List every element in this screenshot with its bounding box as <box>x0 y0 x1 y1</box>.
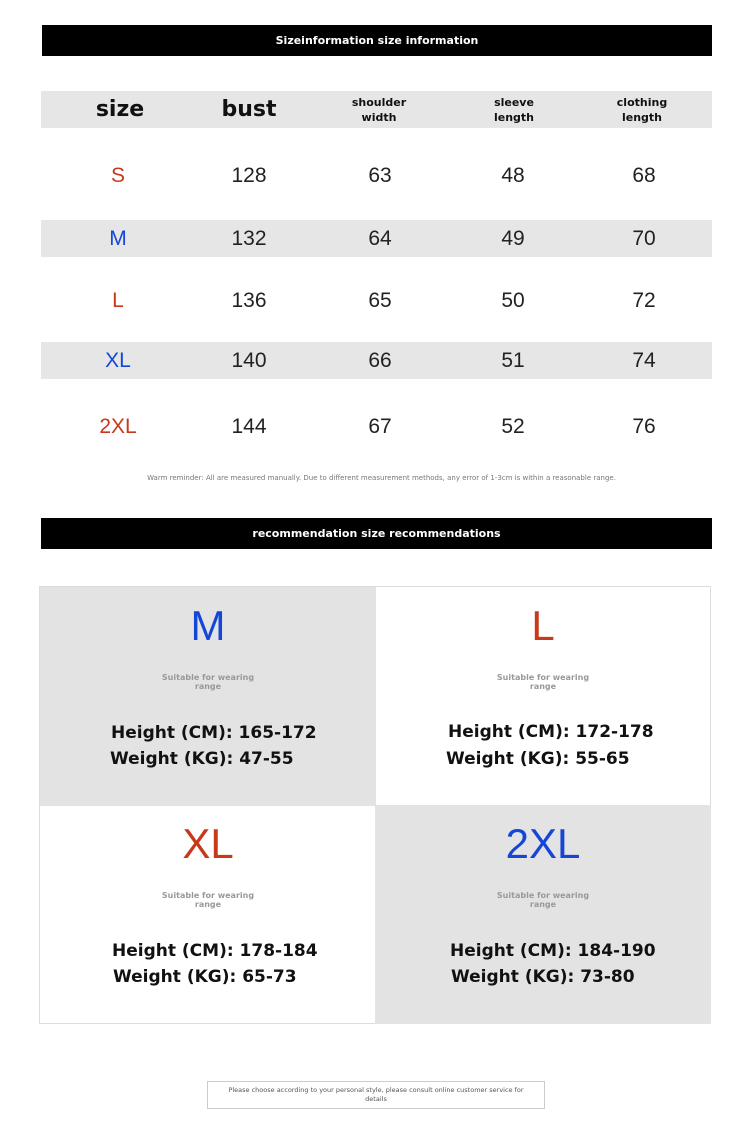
sleeve-value: 52 <box>501 414 525 438</box>
length-value: 76 <box>632 414 656 438</box>
wearing-range-label: Suitable for wearing range <box>496 673 590 691</box>
shoulder-value: 65 <box>368 288 392 312</box>
shoulder-value: 66 <box>368 348 392 372</box>
size-table-header <box>41 91 712 128</box>
sleeve-value: 51 <box>501 348 525 372</box>
bust-value: 136 <box>231 288 267 312</box>
height-range: Height (CM): 184-190 <box>450 941 656 961</box>
header-shoulder-width: shoulder width <box>351 95 407 124</box>
wearing-range-label: Suitable for wearing range <box>161 673 255 691</box>
weight-range: Weight (KG): 73-80 <box>451 967 635 987</box>
bust-value: 132 <box>231 226 267 250</box>
table-row <box>41 157 712 194</box>
sleeve-value: 50 <box>501 288 525 312</box>
length-value: 70 <box>632 226 656 250</box>
size-label: L <box>112 288 124 312</box>
bust-value: 140 <box>231 348 267 372</box>
card-size-label: L <box>531 602 555 649</box>
weight-range: Weight (KG): 65-73 <box>113 967 297 987</box>
size-label: 2XL <box>99 414 137 438</box>
table-row <box>41 342 712 379</box>
weight-range: Weight (KG): 55-65 <box>446 749 630 769</box>
bust-value: 128 <box>231 163 267 187</box>
table-row <box>41 220 712 257</box>
shoulder-value: 67 <box>368 414 392 438</box>
recommendation-card-m <box>40 587 376 806</box>
length-value: 72 <box>632 288 656 312</box>
recommendation-card-l <box>375 587 711 806</box>
header-bust: bust <box>221 97 277 122</box>
card-size-label: XL <box>182 820 234 867</box>
shoulder-value: 64 <box>368 226 392 250</box>
shoulder-value: 63 <box>368 163 392 187</box>
size-information-banner <box>42 25 712 56</box>
size-label: XL <box>105 348 131 372</box>
header-sleeve-length: sleeve length <box>493 95 535 124</box>
header-size: size <box>95 97 145 122</box>
wearing-range-label: Suitable for wearing range <box>161 891 255 909</box>
length-value: 68 <box>632 163 656 187</box>
length-value: 74 <box>632 348 656 372</box>
bust-value: 144 <box>231 414 267 438</box>
measurement-reminder: Warm reminder: All are measured manually. Due to different measurement methods, any error of 1-3cm is within a reasonable range. <box>147 474 616 482</box>
recommendation-grid <box>39 586 711 1024</box>
recommendation-banner <box>41 518 712 549</box>
size-label: M <box>109 226 127 250</box>
sleeve-value: 49 <box>501 226 525 250</box>
recommendation-card-2xl <box>375 805 711 1024</box>
height-range: Height (CM): 172-178 <box>448 722 654 742</box>
table-row <box>41 282 712 319</box>
table-row <box>41 408 712 445</box>
customer-service-note: Please choose according to your personal style, please consult online customer service for details <box>207 1081 545 1109</box>
recommendation-title: recommendation size recommendations <box>252 527 501 540</box>
header-clothing-length: clothing length <box>616 95 668 124</box>
card-size-label: 2XL <box>505 820 581 867</box>
height-range: Height (CM): 165-172 <box>111 723 317 743</box>
sleeve-value: 48 <box>501 163 525 187</box>
card-size-label: M <box>190 602 226 649</box>
weight-range: Weight (KG): 47-55 <box>110 749 294 769</box>
size-information-title: Sizeinformation size information <box>275 34 479 47</box>
wearing-range-label: Suitable for wearing range <box>496 891 590 909</box>
size-label: S <box>110 163 125 187</box>
height-range: Height (CM): 178-184 <box>112 941 318 961</box>
recommendation-card-xl <box>40 805 376 1024</box>
